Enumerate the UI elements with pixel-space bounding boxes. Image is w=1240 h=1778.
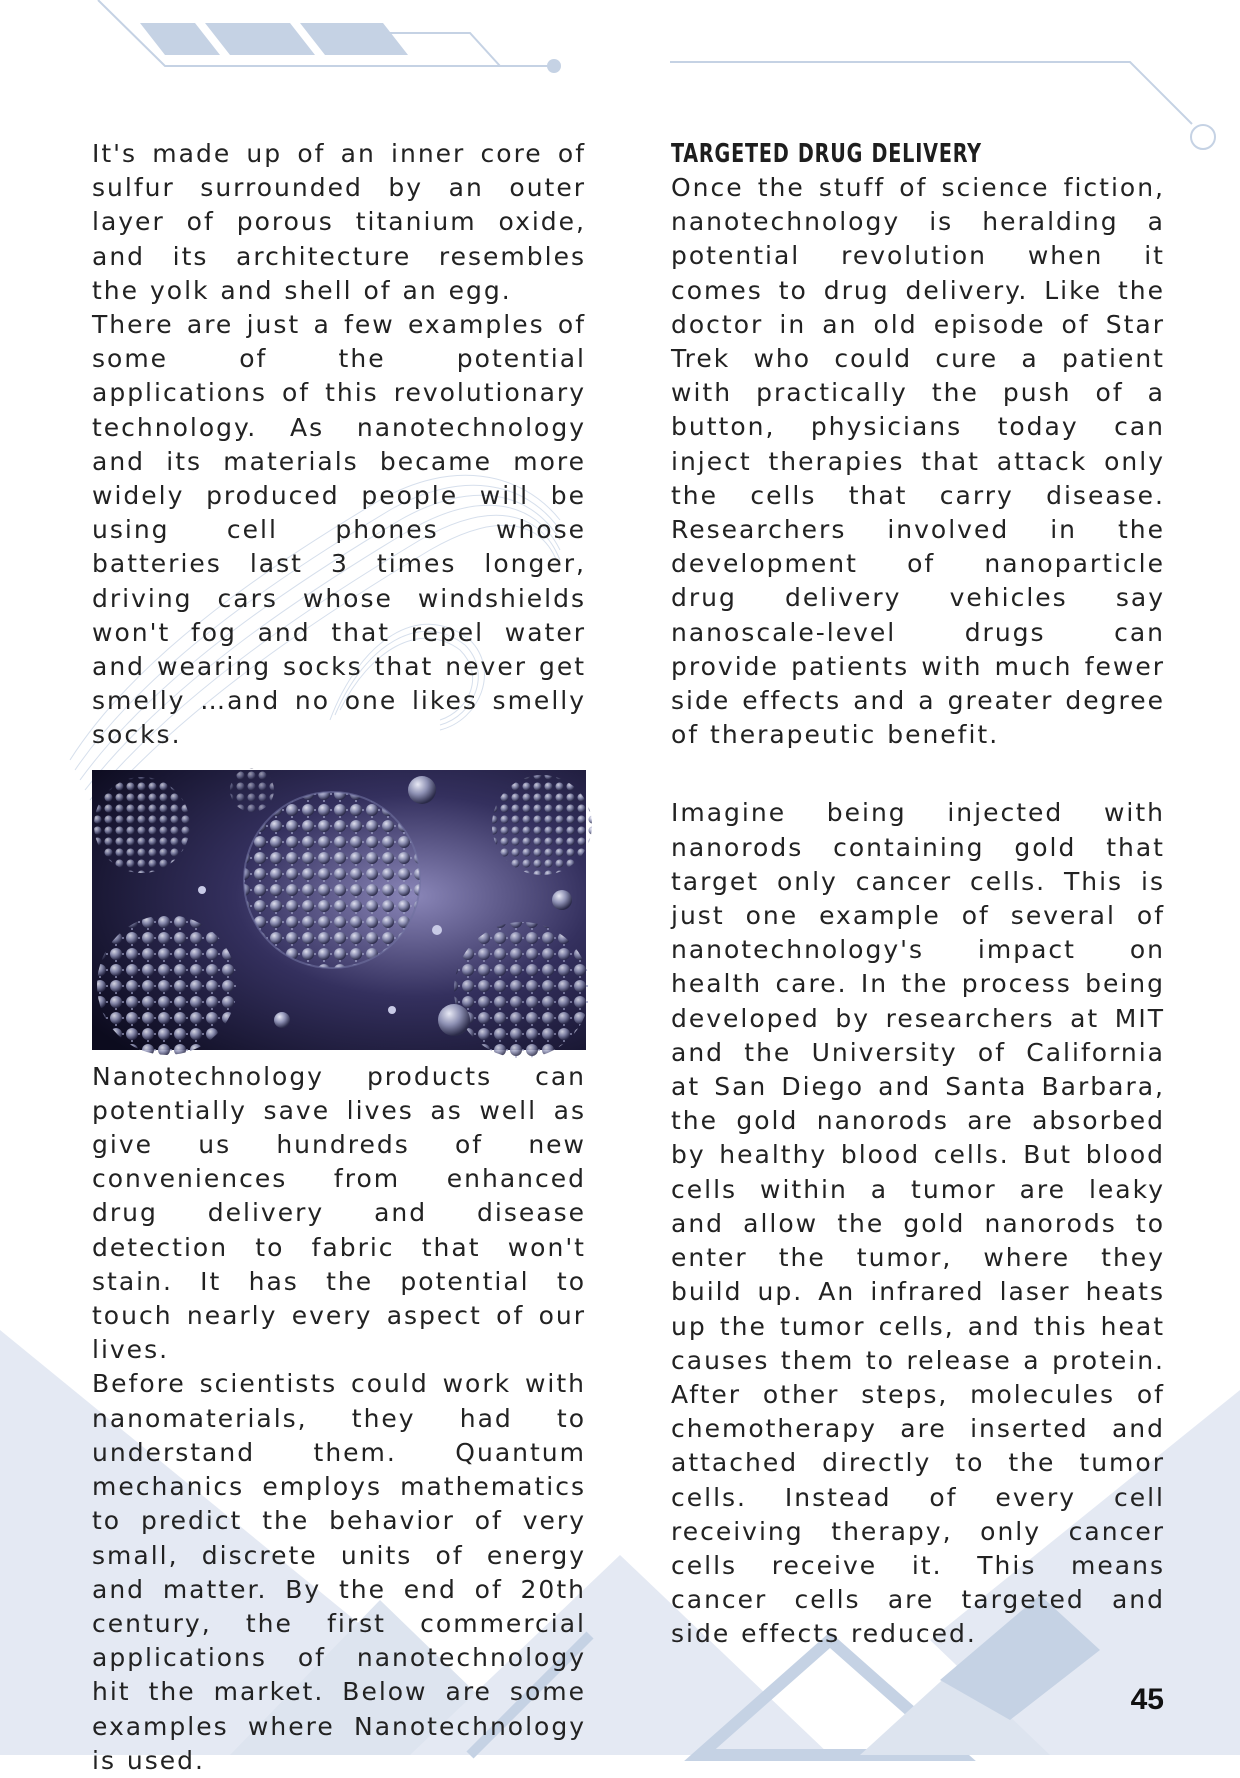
section-heading: TARGETED DRUG DELIVERY [671,139,982,169]
right-paragraph-1: Once the stuff of science fiction, nanotechnology is heralding a potential revolution when it comes to drug delivery. Like the doctor in an old episode of Star Trek who could cure a patient with practically the push of a button, physicians today can inject therapies that attack only the cells that carry disease. Researchers involved in the development of nanoparticle drug delivery vehicles say nanoscale-level drugs can provide patients with much fewer side effects and a greater degree of therapeutic benefit. [671,173,1165,750]
left-column [92,137,586,1778]
page-number: 45 [1130,1683,1164,1716]
left-paragraph-4: Before scientists could work with nanomaterials, they had to understand them. Quantum mechanics employs mathematics to predict the behavior of very small, discrete units of energy and matter. By the end of 20th century, the first commercial applications of nanotechnology hit the market. Below are some examples where Nanotechnology is used. [92,1369,586,1775]
right-column [671,135,1165,1652]
nanoparticle-image [92,770,586,1050]
right-paragraph-2: Imagine being injected with nanorods containing gold that target only cancer cells. This is just one example of several of nanotechnology's impact on health care. In the process being developed by researchers at MIT and the University of California at San Diego and Santa Barbara, the gold nanorods are absorbed by healthy blood cells. But blood cells within a tumor are leaky and allow the gold nanorods to enter the tumor, where they build up. An infrared laser heats up the tumor cells, and this heat causes them to release a protein. After other steps, molecules of chemotherapy are inserted and attached directly to the tumor cells. Instead of every cell receiving therapy, only cancer cells receive it. This means cancer cells are targeted and side effects reduced. [671,798,1165,1649]
left-paragraph-3: Nanotechnology products can potentially save lives as well as give us hundreds of new conveniences from enhanced drug delivery and disease detection to fabric that won't stain. It has the potential to touch nearly every aspect of our lives. [92,1061,586,1365]
paragraph-spacer [671,752,1165,796]
left-paragraph-2: There are just a few examples of some of the potential applications of this revolutionary technology. As nanotechnology and its materials became more widely produced people will be using cell phones whose batteries last 3 times longer, driving cars whose windshields won't fog and that repel water and wearing socks that never get smelly …and no one likes smelly socks. [92,310,586,750]
left-paragraph-1: It's made up of an inner core of sulfur surrounded by an outer layer of porous titanium oxide, and its architecture resembles the yolk and shell of an egg. [92,139,586,305]
